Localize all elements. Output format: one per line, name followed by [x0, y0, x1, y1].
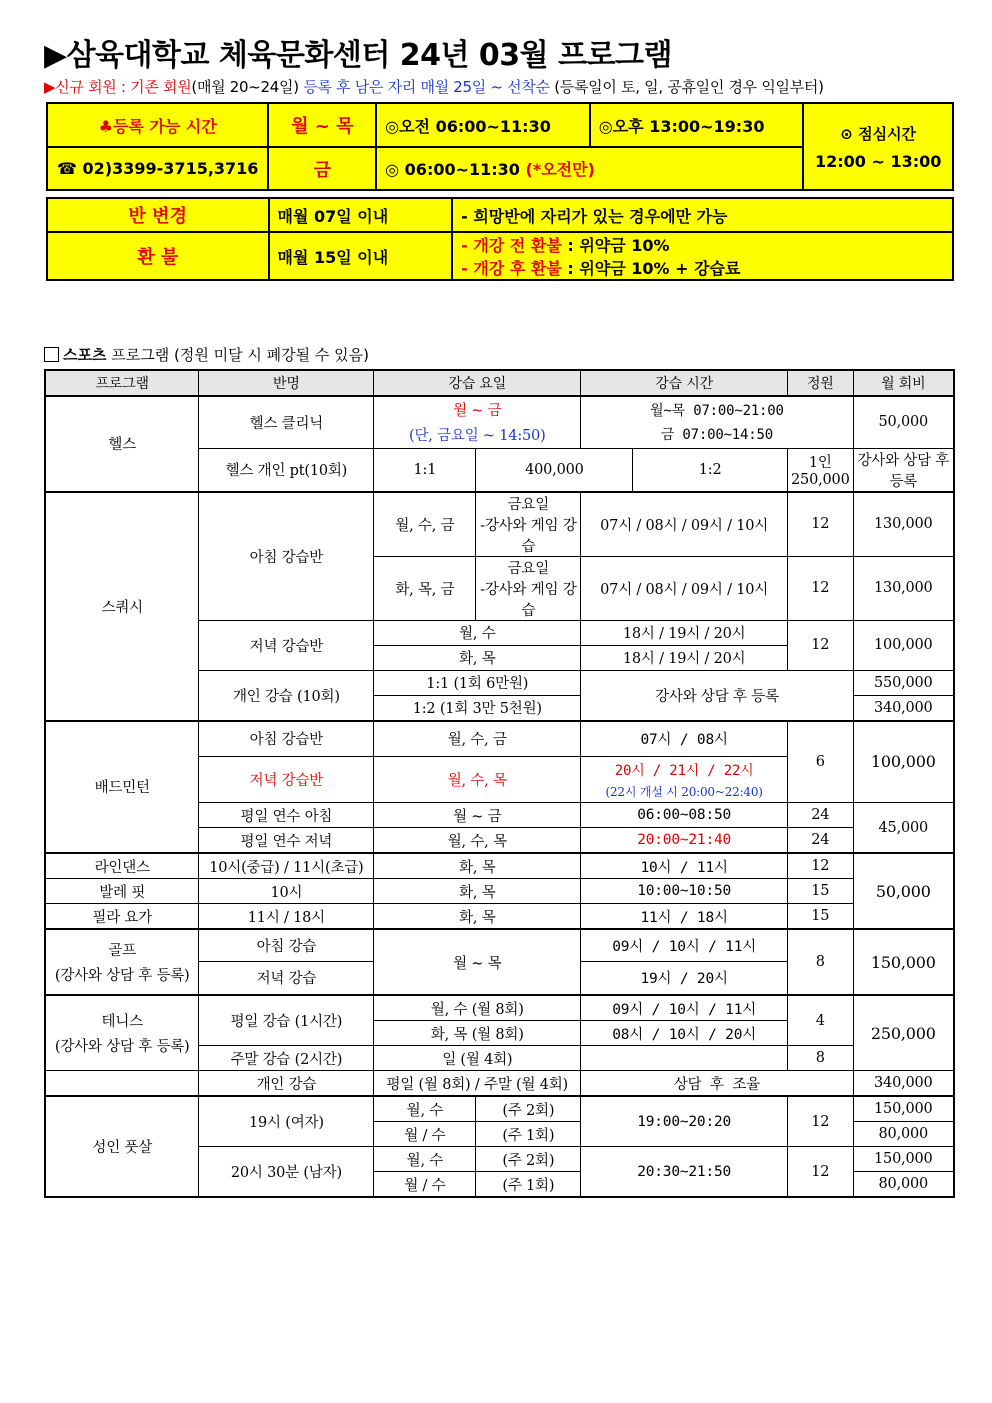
class-time: 09시 / 10시 / 11시 [581, 995, 788, 1021]
tennis-name: 테니스 [101, 1014, 143, 1030]
class-time: 19:00~20:20 [581, 1096, 788, 1147]
class-name: 평일 연수 아침 [199, 803, 374, 828]
class-change-deadline: 매월 07일 이내 [269, 198, 453, 232]
pt-type: 1:1 [374, 448, 476, 492]
refund-label: 환 불 [47, 232, 269, 280]
class-days: 월, 수, 금 [374, 721, 581, 757]
class-freq: (주 2회) [476, 1147, 581, 1172]
class-days: 월, 수, 목 [374, 828, 581, 854]
class-fee: 340,000 [853, 695, 954, 721]
class-fee: 150,000 [853, 929, 954, 995]
class-freq: (주 1회) [476, 1172, 581, 1198]
class-time [581, 396, 853, 448]
class-name: 저녁 강습 [199, 961, 374, 995]
class-fee: 80,000 [853, 1172, 954, 1198]
program-pilates-yoga: 필라 요가 [45, 904, 199, 930]
program-health: 헬스 [45, 396, 199, 492]
class-name: 개인 강습 (10회) [199, 670, 374, 721]
clinic-days-note: (단, 금요일 ~ 14:50) [409, 428, 546, 445]
class-days: 월, 수 [374, 1147, 476, 1172]
sports-heading-note: 프로그램 (정원 미달 시 폐강될 수 있음) [106, 346, 369, 364]
class-time: 09시 / 10시 / 11시 [581, 929, 788, 961]
registration-hours-box [46, 102, 954, 191]
class-capacity: 12 [788, 1096, 854, 1147]
class-name: 아침 강습반 [199, 492, 374, 621]
table-row [45, 721, 954, 757]
table-row [45, 1096, 954, 1122]
class-days: 월, 수 [374, 1096, 476, 1122]
class-time: 10시 / 11시 [581, 853, 788, 879]
class-time: 20:00~21:40 [581, 828, 788, 854]
lunch-label: ⊙ 점심시간 [840, 124, 917, 143]
class-fee: 100,000 [853, 620, 954, 670]
class-fee: 130,000 [853, 556, 954, 620]
class-days: 월, 수, 금 [374, 492, 476, 557]
notice-holiday: (등록일이 토, 일, 공휴일인 경우 익일부터) [554, 78, 824, 96]
class-days [374, 396, 581, 448]
class-capacity: 15 [788, 879, 854, 904]
class-days: 평일 (월 8회) / 주말 (월 4회) [374, 1071, 581, 1097]
class-days: 화, 목 [374, 904, 581, 930]
pt-fee: 400,000 [476, 448, 633, 492]
page-title: ▶삼육대학교 체육문화센터 24년 03월 프로그램 [44, 38, 673, 73]
class-time: 18시 / 19시 / 20시 [581, 645, 788, 670]
header-capacity: 정원 [788, 370, 854, 396]
class-fee: 550,000 [853, 670, 954, 695]
program-futsal: 성인 풋살 [45, 1096, 199, 1197]
class-capacity: 8 [788, 1046, 854, 1071]
class-days: 1:1 (1회 6만원) [374, 670, 581, 695]
class-fee: 50,000 [853, 853, 954, 929]
program-tennis-cont [45, 1071, 199, 1097]
class-capacity: 12 [788, 620, 854, 670]
class-time: 07시 / 08시 [581, 721, 788, 757]
class-time: 18시 / 19시 / 20시 [581, 620, 788, 645]
class-days: 월, 수 [374, 620, 581, 645]
register-fri-time [376, 147, 803, 190]
class-days: 화, 목 [374, 853, 581, 879]
class-days: 월 / 수 [374, 1122, 476, 1147]
class-name: 평일 강습 (1시간) [199, 995, 374, 1046]
class-capacity: 24 [788, 803, 854, 828]
class-fee: 150,000 [853, 1096, 954, 1122]
register-phone: ☎ 02)3399-3715,3716 [47, 147, 268, 190]
register-day-mon-thu: 월 ~ 목 [268, 103, 376, 147]
class-fee: 45,000 [853, 803, 954, 854]
class-name: 개인 강습 [199, 1071, 374, 1097]
class-days: 화, 목 [374, 879, 581, 904]
class-name: 10시 [199, 879, 374, 904]
class-name: 아침 강습반 [199, 721, 374, 757]
table-header [45, 370, 954, 396]
clinic-time-2: 금 07:00~14:50 [660, 427, 773, 444]
class-capacity: 8 [788, 929, 854, 995]
class-fee: 80,000 [853, 1122, 954, 1147]
notice-after: 등록 후 남은 자리 매월 25일 ~ 선착순 [298, 78, 555, 96]
lunch-time: 12:00 ~ 13:00 [814, 151, 942, 171]
class-name: 20시 30분 (남자) [199, 1147, 374, 1198]
class-time: 10:00~10:50 [581, 879, 788, 904]
golf-note: (강사와 상담 후 등록) [54, 968, 190, 984]
table-row [45, 904, 954, 930]
refund-after-fee: : 위약금 10% + 강습료 [561, 259, 741, 278]
class-days: 월 / 수 [374, 1172, 476, 1198]
class-time [581, 1046, 788, 1071]
class-days: 화, 목 (월 8회) [374, 1021, 581, 1046]
header-days: 강습 요일 [374, 370, 581, 396]
sports-heading [44, 344, 369, 365]
program-table [44, 369, 955, 1198]
class-name: 주말 강습 (2시간) [199, 1046, 374, 1071]
class-time: 19시 / 20시 [581, 961, 788, 995]
class-freq: (주 1회) [476, 1122, 581, 1147]
fri-am-only: (*오전만) [525, 160, 595, 179]
clinic-time-1: 월~목 07:00~21:00 [650, 403, 784, 420]
class-name: 아침 강습 [199, 929, 374, 961]
class-fee: 250,000 [853, 995, 954, 1071]
checkbox-icon [44, 347, 59, 362]
refund-after: - 개강 후 환불 [461, 259, 562, 278]
class-capacity: 12 [788, 1147, 854, 1198]
program-badminton: 배드민턴 [45, 721, 199, 854]
header-program: 프로그램 [45, 370, 199, 396]
refund-before-fee: : 위약금 10% [561, 236, 670, 255]
refund-deadline: 매월 15일 이내 [269, 232, 453, 280]
class-time: 08시 / 10시 / 20시 [581, 1021, 788, 1046]
register-label: ♣등록 가능 시간 [47, 103, 268, 147]
class-days: 화, 목 [374, 645, 581, 670]
class-fee: 340,000 [853, 1071, 954, 1097]
table-row [45, 492, 954, 557]
evening-time: 20시 / 21시 / 22시 [614, 762, 754, 779]
pt-type: 1:2 [633, 448, 788, 492]
class-fee: 150,000 [853, 1147, 954, 1172]
tennis-note: (강사와 상담 후 등록) [54, 1039, 190, 1055]
class-time: 06:00~08:50 [581, 803, 788, 828]
class-capacity: 12 [788, 492, 854, 557]
lunch-time-cell [803, 103, 953, 190]
register-pm: ◎오후 13:00~19:30 [590, 103, 804, 147]
class-freq: (주 2회) [476, 1096, 581, 1122]
class-days: 일 (월 4회) [374, 1046, 581, 1071]
class-capacity: 12 [788, 853, 854, 879]
header-time: 강습 시간 [581, 370, 788, 396]
table-row [45, 995, 954, 1021]
register-day-fri: 금 [268, 147, 376, 190]
table-row [45, 853, 954, 879]
table-row [45, 879, 954, 904]
class-change-label: 반 변경 [47, 198, 269, 232]
class-fee: 100,000 [853, 721, 954, 803]
pt-fee: 1인 250,000 [788, 448, 854, 492]
class-time [581, 757, 788, 803]
sports-heading-bold: 스포츠 [63, 346, 107, 364]
register-am: ◎오전 06:00~11:30 [376, 103, 590, 147]
program-squash: 스쿼시 [45, 492, 199, 721]
class-name: 헬스 개인 pt(10회) [199, 448, 374, 492]
program-golf [45, 929, 199, 995]
class-capacity: 24 [788, 828, 854, 854]
class-capacity: 6 [788, 721, 854, 803]
class-name: 11시 / 18시 [199, 904, 374, 930]
table-row [45, 1071, 954, 1097]
class-name: 평일 연수 저녁 [199, 828, 374, 854]
refund-before: - 개강 전 환불 [461, 236, 562, 255]
pt-register: 강사와 상담 후 등록 [853, 448, 954, 492]
class-days: 1:2 (1회 3만 5천원) [374, 695, 581, 721]
class-register: 강사와 상담 후 등록 [581, 670, 853, 721]
class-name: 10시(중급) / 11시(초급) [199, 853, 374, 879]
class-capacity: 15 [788, 904, 854, 930]
class-change-desc: - 희망반에 자리가 있는 경우에만 가능 [452, 198, 953, 232]
class-time: 20:30~21:50 [581, 1147, 788, 1198]
class-note: 금요일 -강사와 게임 강습 [476, 556, 581, 620]
class-fee: 130,000 [853, 492, 954, 557]
class-days: 화, 목, 금 [374, 556, 476, 620]
class-time: 11시 / 18시 [581, 904, 788, 930]
notice-new-member: ▶신규 회원 : 기존 회원 [44, 78, 192, 96]
class-name: 저녁 강습반 [199, 620, 374, 670]
header-class: 반명 [199, 370, 374, 396]
class-days: 월, 수, 목 [374, 757, 581, 803]
policy-box [46, 197, 954, 281]
class-capacity: 12 [788, 556, 854, 620]
program-line-dance: 라인댄스 [45, 853, 199, 879]
class-capacity: 4 [788, 995, 854, 1046]
fri-time: ◎ 06:00~11:30 [385, 160, 526, 179]
class-note: 금요일 -강사와 게임 강습 [476, 492, 581, 557]
class-time: 07시 / 08시 / 09시 / 10시 [581, 556, 788, 620]
registration-notice [44, 76, 824, 97]
refund-desc [452, 232, 953, 280]
evening-time-note: (22시 개설 시 20:00~22:40) [605, 784, 763, 799]
class-name: 19시 (여자) [199, 1096, 374, 1147]
clinic-days: 월 ~ 금 [453, 403, 502, 420]
class-fee: 50,000 [853, 396, 954, 448]
class-days: 월, 수 (월 8회) [374, 995, 581, 1021]
class-days: 월 ~ 금 [374, 803, 581, 828]
program-tennis [45, 995, 199, 1071]
program-ballet-fit: 발레 핏 [45, 879, 199, 904]
class-days: 월 ~ 목 [374, 929, 581, 995]
table-row [45, 396, 954, 448]
class-name: 저녁 강습반 [199, 757, 374, 803]
class-time: 상담 후 조율 [581, 1071, 853, 1097]
table-row [45, 929, 954, 961]
class-time: 07시 / 08시 / 09시 / 10시 [581, 492, 788, 557]
notice-period: (매월 20~24일) [191, 78, 299, 96]
golf-name: 골프 [108, 943, 137, 959]
class-name: 헬스 클리닉 [199, 396, 374, 448]
header-fee: 월 회비 [853, 370, 954, 396]
